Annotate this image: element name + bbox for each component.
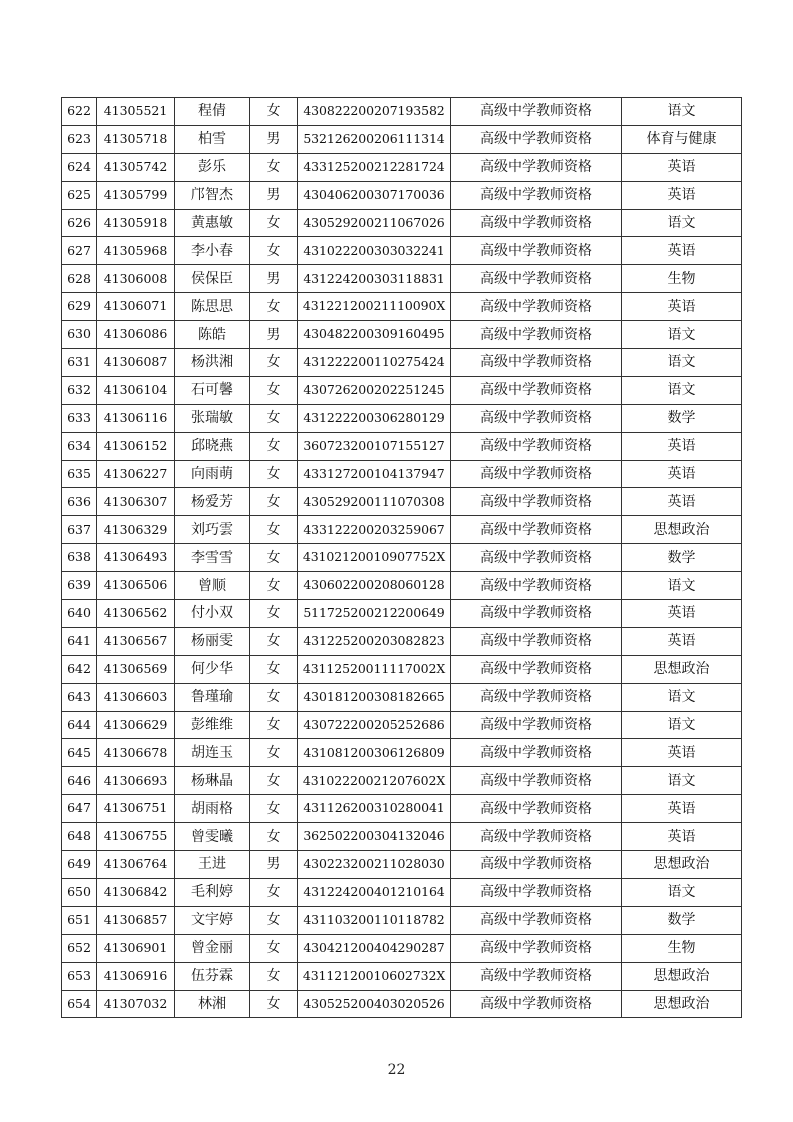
gender-cell: 男 (250, 125, 298, 153)
id-number-cell: 43112520011117002X (298, 655, 451, 683)
table-row (62, 851, 742, 879)
id-number-cell: 433122200203259067 (298, 516, 451, 544)
serial-number-cell: 643 (62, 683, 97, 711)
name-cell: 杨琳晶 (175, 767, 250, 795)
exam-number-cell: 41306506 (97, 572, 175, 600)
qualification-cell: 高级中学教师资格 (451, 767, 622, 795)
qualification-cell: 高级中学教师资格 (451, 962, 622, 990)
serial-number-cell: 624 (62, 153, 97, 181)
exam-number-cell: 41306493 (97, 544, 175, 572)
subject-cell: 英语 (622, 181, 742, 209)
table-row (62, 823, 742, 851)
name-cell: 伍芬霖 (175, 962, 250, 990)
table-row (62, 432, 742, 460)
table-row (62, 516, 742, 544)
name-cell: 邱晓燕 (175, 432, 250, 460)
serial-number-cell: 642 (62, 655, 97, 683)
table-row (62, 404, 742, 432)
gender-cell: 男 (250, 321, 298, 349)
table-row (62, 934, 742, 962)
name-cell: 杨洪湘 (175, 349, 250, 377)
subject-cell: 英语 (622, 823, 742, 851)
name-cell: 杨丽雯 (175, 627, 250, 655)
id-number-cell: 430181200308182665 (298, 683, 451, 711)
subject-cell: 思想政治 (622, 962, 742, 990)
exam-number-cell: 41305718 (97, 125, 175, 153)
exam-number-cell: 41306764 (97, 851, 175, 879)
table-row (62, 265, 742, 293)
subject-cell: 思想政治 (622, 655, 742, 683)
serial-number-cell: 636 (62, 488, 97, 516)
gender-cell: 女 (250, 934, 298, 962)
gender-cell: 女 (250, 739, 298, 767)
exam-number-cell: 41306603 (97, 683, 175, 711)
gender-cell: 女 (250, 767, 298, 795)
gender-cell: 女 (250, 237, 298, 265)
id-number-cell: 430406200307170036 (298, 181, 451, 209)
exam-number-cell: 41305918 (97, 209, 175, 237)
id-number-cell: 431222200306280129 (298, 404, 451, 432)
qualification-cell: 高级中学教师资格 (451, 878, 622, 906)
exam-number-cell: 41306227 (97, 460, 175, 488)
subject-cell: 思想政治 (622, 851, 742, 879)
id-number-cell: 431126200310280041 (298, 795, 451, 823)
subject-cell: 语文 (622, 767, 742, 795)
exam-number-cell: 41306857 (97, 906, 175, 934)
id-number-cell: 430529200111070308 (298, 488, 451, 516)
exam-number-cell: 41306693 (97, 767, 175, 795)
id-number-cell: 532126200206111314 (298, 125, 451, 153)
subject-cell: 数学 (622, 906, 742, 934)
serial-number-cell: 651 (62, 906, 97, 934)
name-cell: 李小春 (175, 237, 250, 265)
gender-cell: 女 (250, 516, 298, 544)
serial-number-cell: 634 (62, 432, 97, 460)
gender-cell: 女 (250, 544, 298, 572)
subject-cell: 语文 (622, 98, 742, 126)
name-cell: 胡连玉 (175, 739, 250, 767)
table-row (62, 209, 742, 237)
exam-number-cell: 41306567 (97, 627, 175, 655)
serial-number-cell: 646 (62, 767, 97, 795)
serial-number-cell: 628 (62, 265, 97, 293)
gender-cell: 男 (250, 181, 298, 209)
gender-cell: 女 (250, 153, 298, 181)
id-number-cell: 430223200211028030 (298, 851, 451, 879)
qualification-cell: 高级中学教师资格 (451, 655, 622, 683)
table-row (62, 237, 742, 265)
name-cell: 林湘 (175, 990, 250, 1018)
subject-cell: 生物 (622, 265, 742, 293)
subject-cell: 生物 (622, 934, 742, 962)
serial-number-cell: 650 (62, 878, 97, 906)
name-cell: 侯保臣 (175, 265, 250, 293)
serial-number-cell: 625 (62, 181, 97, 209)
qualification-cell: 高级中学教师资格 (451, 600, 622, 628)
qualification-cell: 高级中学教师资格 (451, 544, 622, 572)
table-row (62, 600, 742, 628)
id-number-cell: 431222200110275424 (298, 349, 451, 377)
exam-number-cell: 41306307 (97, 488, 175, 516)
serial-number-cell: 652 (62, 934, 97, 962)
exam-number-cell: 41306008 (97, 265, 175, 293)
exam-number-cell: 41306678 (97, 739, 175, 767)
exam-number-cell: 41307032 (97, 990, 175, 1018)
gender-cell: 女 (250, 600, 298, 628)
qualification-cell: 高级中学教师资格 (451, 349, 622, 377)
subject-cell: 语文 (622, 349, 742, 377)
id-number-cell: 43112120010602732X (298, 962, 451, 990)
subject-cell: 英语 (622, 627, 742, 655)
qualification-cell: 高级中学教师资格 (451, 934, 622, 962)
id-number-cell: 430482200309160495 (298, 321, 451, 349)
exam-number-cell: 41306842 (97, 878, 175, 906)
qualification-cell: 高级中学教师资格 (451, 125, 622, 153)
exam-number-cell: 41305742 (97, 153, 175, 181)
subject-cell: 体育与健康 (622, 125, 742, 153)
name-cell: 陈皓 (175, 321, 250, 349)
exam-number-cell: 41306629 (97, 711, 175, 739)
name-cell: 付小双 (175, 600, 250, 628)
id-number-cell: 360723200107155127 (298, 432, 451, 460)
page-number: 22 (387, 1062, 406, 1078)
table-row (62, 125, 742, 153)
gender-cell: 女 (250, 655, 298, 683)
gender-cell: 女 (250, 293, 298, 321)
id-number-cell: 431022200303032241 (298, 237, 451, 265)
subject-cell: 英语 (622, 739, 742, 767)
qualification-cell: 高级中学教师资格 (451, 516, 622, 544)
table-row (62, 544, 742, 572)
serial-number-cell: 632 (62, 376, 97, 404)
exam-number-cell: 41306104 (97, 376, 175, 404)
gender-cell: 女 (250, 404, 298, 432)
id-number-cell: 430726200202251245 (298, 376, 451, 404)
gender-cell: 女 (250, 209, 298, 237)
name-cell: 毛利婷 (175, 878, 250, 906)
table-row (62, 906, 742, 934)
table-row (62, 349, 742, 377)
id-number-cell: 430529200211067026 (298, 209, 451, 237)
id-number-cell: 431224200303118831 (298, 265, 451, 293)
exam-number-cell: 41305521 (97, 98, 175, 126)
name-cell: 柏雪 (175, 125, 250, 153)
subject-cell: 英语 (622, 488, 742, 516)
table-row (62, 181, 742, 209)
qualification-cell: 高级中学教师资格 (451, 795, 622, 823)
exam-number-cell: 41306329 (97, 516, 175, 544)
serial-number-cell: 649 (62, 851, 97, 879)
name-cell: 王进 (175, 851, 250, 879)
roster-body (62, 98, 742, 1018)
subject-cell: 英语 (622, 795, 742, 823)
qualification-cell: 高级中学教师资格 (451, 683, 622, 711)
serial-number-cell: 629 (62, 293, 97, 321)
subject-cell: 语文 (622, 376, 742, 404)
exam-number-cell: 41306071 (97, 293, 175, 321)
id-number-cell: 431103200110118782 (298, 906, 451, 934)
serial-number-cell: 635 (62, 460, 97, 488)
subject-cell: 语文 (622, 878, 742, 906)
table-row (62, 293, 742, 321)
table-row (62, 795, 742, 823)
gender-cell: 男 (250, 851, 298, 879)
exam-number-cell: 41306152 (97, 432, 175, 460)
qualification-cell: 高级中学教师资格 (451, 209, 622, 237)
gender-cell: 女 (250, 376, 298, 404)
name-cell: 石可馨 (175, 376, 250, 404)
id-number-cell: 43102220021207602X (298, 767, 451, 795)
id-number-cell: 433125200212281724 (298, 153, 451, 181)
name-cell: 邝智杰 (175, 181, 250, 209)
table-row (62, 627, 742, 655)
subject-cell: 语文 (622, 572, 742, 600)
serial-number-cell: 631 (62, 349, 97, 377)
qualification-cell: 高级中学教师资格 (451, 376, 622, 404)
qualification-cell: 高级中学教师资格 (451, 321, 622, 349)
qualification-cell: 高级中学教师资格 (451, 404, 622, 432)
id-number-cell: 362502200304132046 (298, 823, 451, 851)
qualification-cell: 高级中学教师资格 (451, 488, 622, 516)
table-row (62, 711, 742, 739)
qualification-cell: 高级中学教师资格 (451, 823, 622, 851)
table-row (62, 321, 742, 349)
serial-number-cell: 626 (62, 209, 97, 237)
exam-number-cell: 41306916 (97, 962, 175, 990)
subject-cell: 英语 (622, 153, 742, 181)
serial-number-cell: 654 (62, 990, 97, 1018)
exam-number-cell: 41306901 (97, 934, 175, 962)
serial-number-cell: 640 (62, 600, 97, 628)
name-cell: 程倩 (175, 98, 250, 126)
table-row (62, 683, 742, 711)
gender-cell: 女 (250, 627, 298, 655)
table-row (62, 655, 742, 683)
qualification-cell: 高级中学教师资格 (451, 739, 622, 767)
id-number-cell: 431081200306126809 (298, 739, 451, 767)
gender-cell: 女 (250, 98, 298, 126)
gender-cell: 女 (250, 795, 298, 823)
exam-number-cell: 41306087 (97, 349, 175, 377)
id-number-cell: 430525200403020526 (298, 990, 451, 1018)
name-cell: 黄惠敏 (175, 209, 250, 237)
id-number-cell: 43122120021110090X (298, 293, 451, 321)
exam-number-cell: 41306569 (97, 655, 175, 683)
serial-number-cell: 638 (62, 544, 97, 572)
id-number-cell: 430421200404290287 (298, 934, 451, 962)
subject-cell: 语文 (622, 683, 742, 711)
table-row (62, 739, 742, 767)
table-row (62, 572, 742, 600)
subject-cell: 数学 (622, 544, 742, 572)
subject-cell: 数学 (622, 404, 742, 432)
id-number-cell: 430722200205252686 (298, 711, 451, 739)
table-row (62, 990, 742, 1018)
subject-cell: 思想政治 (622, 990, 742, 1018)
gender-cell: 女 (250, 906, 298, 934)
gender-cell: 女 (250, 572, 298, 600)
exam-number-cell: 41305968 (97, 237, 175, 265)
table-row (62, 488, 742, 516)
serial-number-cell: 647 (62, 795, 97, 823)
name-cell: 曾金丽 (175, 934, 250, 962)
gender-cell: 女 (250, 823, 298, 851)
serial-number-cell: 648 (62, 823, 97, 851)
name-cell: 胡雨格 (175, 795, 250, 823)
qualification-cell: 高级中学教师资格 (451, 460, 622, 488)
id-number-cell: 430602200208060128 (298, 572, 451, 600)
serial-number-cell: 622 (62, 98, 97, 126)
id-number-cell: 433127200104137947 (298, 460, 451, 488)
table-row (62, 98, 742, 126)
serial-number-cell: 653 (62, 962, 97, 990)
subject-cell: 语文 (622, 209, 742, 237)
gender-cell: 女 (250, 990, 298, 1018)
qualification-cell: 高级中学教师资格 (451, 990, 622, 1018)
qualification-cell: 高级中学教师资格 (451, 153, 622, 181)
exam-number-cell: 41306116 (97, 404, 175, 432)
qualification-cell: 高级中学教师资格 (451, 432, 622, 460)
table-row (62, 376, 742, 404)
roster-table (61, 97, 742, 1018)
name-cell: 彭维维 (175, 711, 250, 739)
table-row (62, 962, 742, 990)
gender-cell: 女 (250, 962, 298, 990)
qualification-cell: 高级中学教师资格 (451, 711, 622, 739)
qualification-cell: 高级中学教师资格 (451, 237, 622, 265)
subject-cell: 英语 (622, 460, 742, 488)
name-cell: 彭乐 (175, 153, 250, 181)
name-cell: 刘巧雲 (175, 516, 250, 544)
qualification-cell: 高级中学教师资格 (451, 181, 622, 209)
subject-cell: 英语 (622, 600, 742, 628)
serial-number-cell: 630 (62, 321, 97, 349)
name-cell: 曾顺 (175, 572, 250, 600)
name-cell: 何少华 (175, 655, 250, 683)
id-number-cell: 431225200203082823 (298, 627, 451, 655)
qualification-cell: 高级中学教师资格 (451, 98, 622, 126)
gender-cell: 女 (250, 488, 298, 516)
exam-number-cell: 41306086 (97, 321, 175, 349)
qualification-cell: 高级中学教师资格 (451, 627, 622, 655)
exam-number-cell: 41306755 (97, 823, 175, 851)
gender-cell: 女 (250, 460, 298, 488)
qualification-cell: 高级中学教师资格 (451, 906, 622, 934)
serial-number-cell: 637 (62, 516, 97, 544)
subject-cell: 英语 (622, 432, 742, 460)
qualification-cell: 高级中学教师资格 (451, 293, 622, 321)
qualification-cell: 高级中学教师资格 (451, 265, 622, 293)
id-number-cell: 43102120010907752X (298, 544, 451, 572)
gender-cell: 女 (250, 878, 298, 906)
qualification-cell: 高级中学教师资格 (451, 851, 622, 879)
subject-cell: 英语 (622, 237, 742, 265)
name-cell: 向雨萌 (175, 460, 250, 488)
id-number-cell: 511725200212200649 (298, 600, 451, 628)
exam-number-cell: 41306751 (97, 795, 175, 823)
name-cell: 文宇婷 (175, 906, 250, 934)
subject-cell: 英语 (622, 293, 742, 321)
serial-number-cell: 641 (62, 627, 97, 655)
table-row (62, 767, 742, 795)
name-cell: 陈思思 (175, 293, 250, 321)
table-row (62, 878, 742, 906)
gender-cell: 女 (250, 683, 298, 711)
table-row (62, 460, 742, 488)
subject-cell: 思想政治 (622, 516, 742, 544)
name-cell: 曾雯曦 (175, 823, 250, 851)
gender-cell: 女 (250, 432, 298, 460)
serial-number-cell: 645 (62, 739, 97, 767)
name-cell: 杨爱芳 (175, 488, 250, 516)
name-cell: 李雪雪 (175, 544, 250, 572)
exam-number-cell: 41306562 (97, 600, 175, 628)
name-cell: 鲁瑾瑜 (175, 683, 250, 711)
serial-number-cell: 633 (62, 404, 97, 432)
id-number-cell: 431224200401210164 (298, 878, 451, 906)
serial-number-cell: 627 (62, 237, 97, 265)
serial-number-cell: 644 (62, 711, 97, 739)
subject-cell: 语文 (622, 711, 742, 739)
qualification-cell: 高级中学教师资格 (451, 572, 622, 600)
serial-number-cell: 639 (62, 572, 97, 600)
subject-cell: 语文 (622, 321, 742, 349)
gender-cell: 女 (250, 711, 298, 739)
gender-cell: 女 (250, 349, 298, 377)
gender-cell: 男 (250, 265, 298, 293)
name-cell: 张瑞敏 (175, 404, 250, 432)
table-row (62, 153, 742, 181)
exam-number-cell: 41305799 (97, 181, 175, 209)
id-number-cell: 430822200207193582 (298, 98, 451, 126)
serial-number-cell: 623 (62, 125, 97, 153)
